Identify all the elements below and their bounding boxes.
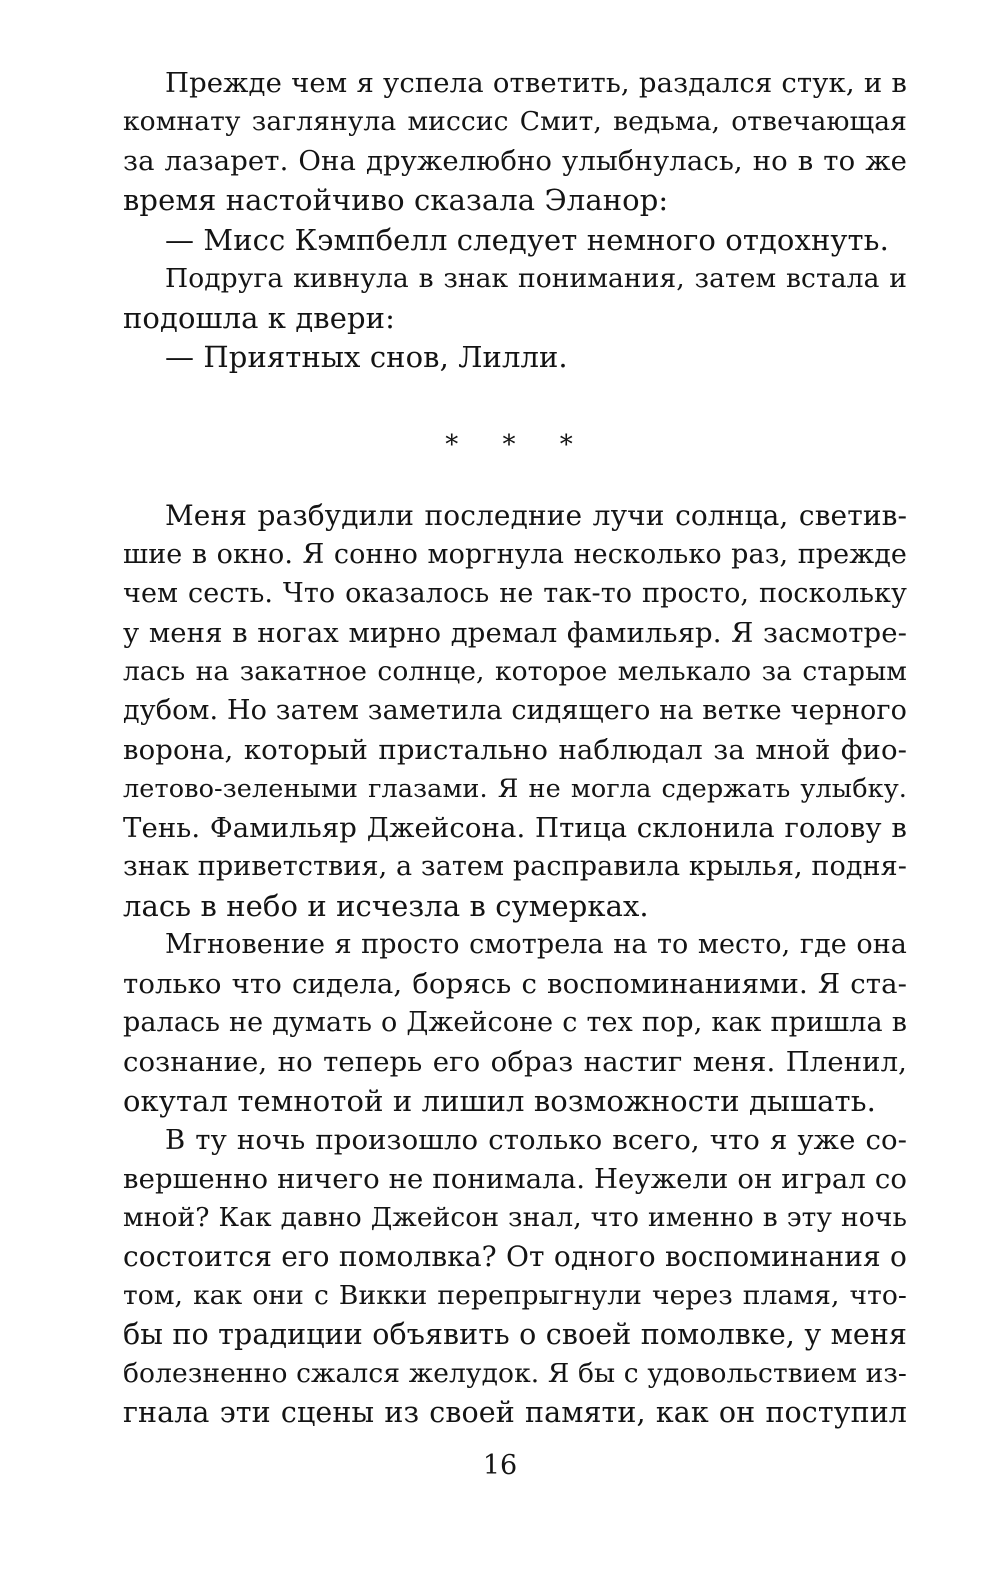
text-line: чем сесть. Что оказалось не так-то просто, поскольку	[123, 578, 907, 609]
text-line: подошла к двери:	[123, 301, 395, 335]
text-line: Меня разбудили последние лучи солнца, светив-	[165, 499, 907, 532]
text-line: В ту ночь произошло столько всего, что я уже со-	[165, 1124, 907, 1156]
text-line: ралась не думать о Джейсоне с тех пор, как пришла в	[123, 1007, 907, 1038]
text-line: лась на закатное солнце, которое мелькало за старым	[123, 656, 907, 687]
text-line: у меня в ногах мирно дремал фамильяр. Я засмотре-	[123, 617, 907, 649]
text-line: болезненно сжался желудок. Я бы с удовольствием из-	[123, 1358, 907, 1389]
text-line: дубом. Но затем заметила сидящего на ветке черного	[123, 695, 907, 726]
text-line: шие в окно. Я сонно моргнула несколько раз, прежде	[123, 539, 907, 570]
text-line: лась в небо и исчезла в сумерках.	[123, 889, 649, 923]
text-line: сознание, но теперь его образ настиг меня. Пленил,	[123, 1046, 907, 1078]
text-line: ворона, который пристально наблюдал за мной фио-	[123, 734, 907, 766]
text-line: Подруга кивнула в знак понимания, затем встала и	[165, 263, 907, 294]
text-line: Тень. Фамильяр Джейсона. Птица склонила голову в	[123, 812, 907, 844]
text-line: бы по традиции объявить о своей помолвке, у меня	[123, 1318, 907, 1351]
text-line: том, как они с Викки перепрыгнули через пламя, что-	[123, 1280, 907, 1311]
text-line: только что сидела, борясь с воспоминаниями. Я ста-	[123, 968, 907, 1000]
page-number: 16	[482, 1450, 518, 1481]
text-line: — Мисс Кэмпбелл следует немного отдохнуть.	[165, 223, 889, 257]
text-line: мной? Как давно Джейсон знал, что именно в эту ночь	[123, 1202, 907, 1233]
text-line: комнату заглянула миссис Смит, ведьма, отвечающая	[123, 106, 907, 137]
text-line: — Приятных снов, Лилли.	[165, 340, 568, 374]
text-line: за лазарет. Она дружелюбно улыбнулась, но в то же	[123, 145, 907, 177]
text-line: знак приветствия, а затем расправила крылья, подня-	[123, 851, 907, 882]
section-separator: * * *	[445, 430, 591, 460]
text-line: состоится его помолвка? От одного воспоминания о	[123, 1240, 907, 1273]
text-line: время настойчиво сказала Эланор:	[123, 183, 669, 217]
text-line: летово-зелеными глазами. Я не могла сдержать улыбку.	[123, 774, 907, 804]
text-line: Прежде чем я успела ответить, раздался стук, и в	[165, 67, 907, 99]
text-line: окутал темнотой и лишил возможности дышать.	[123, 1084, 876, 1118]
text-line: гнала эти сцены из своей памяти, как он поступил	[123, 1396, 907, 1429]
text-line: Мгновение я просто смотрела на то место, где она	[165, 929, 907, 960]
text-line: вершенно ничего не понимала. Неужели он играл со	[123, 1163, 907, 1195]
